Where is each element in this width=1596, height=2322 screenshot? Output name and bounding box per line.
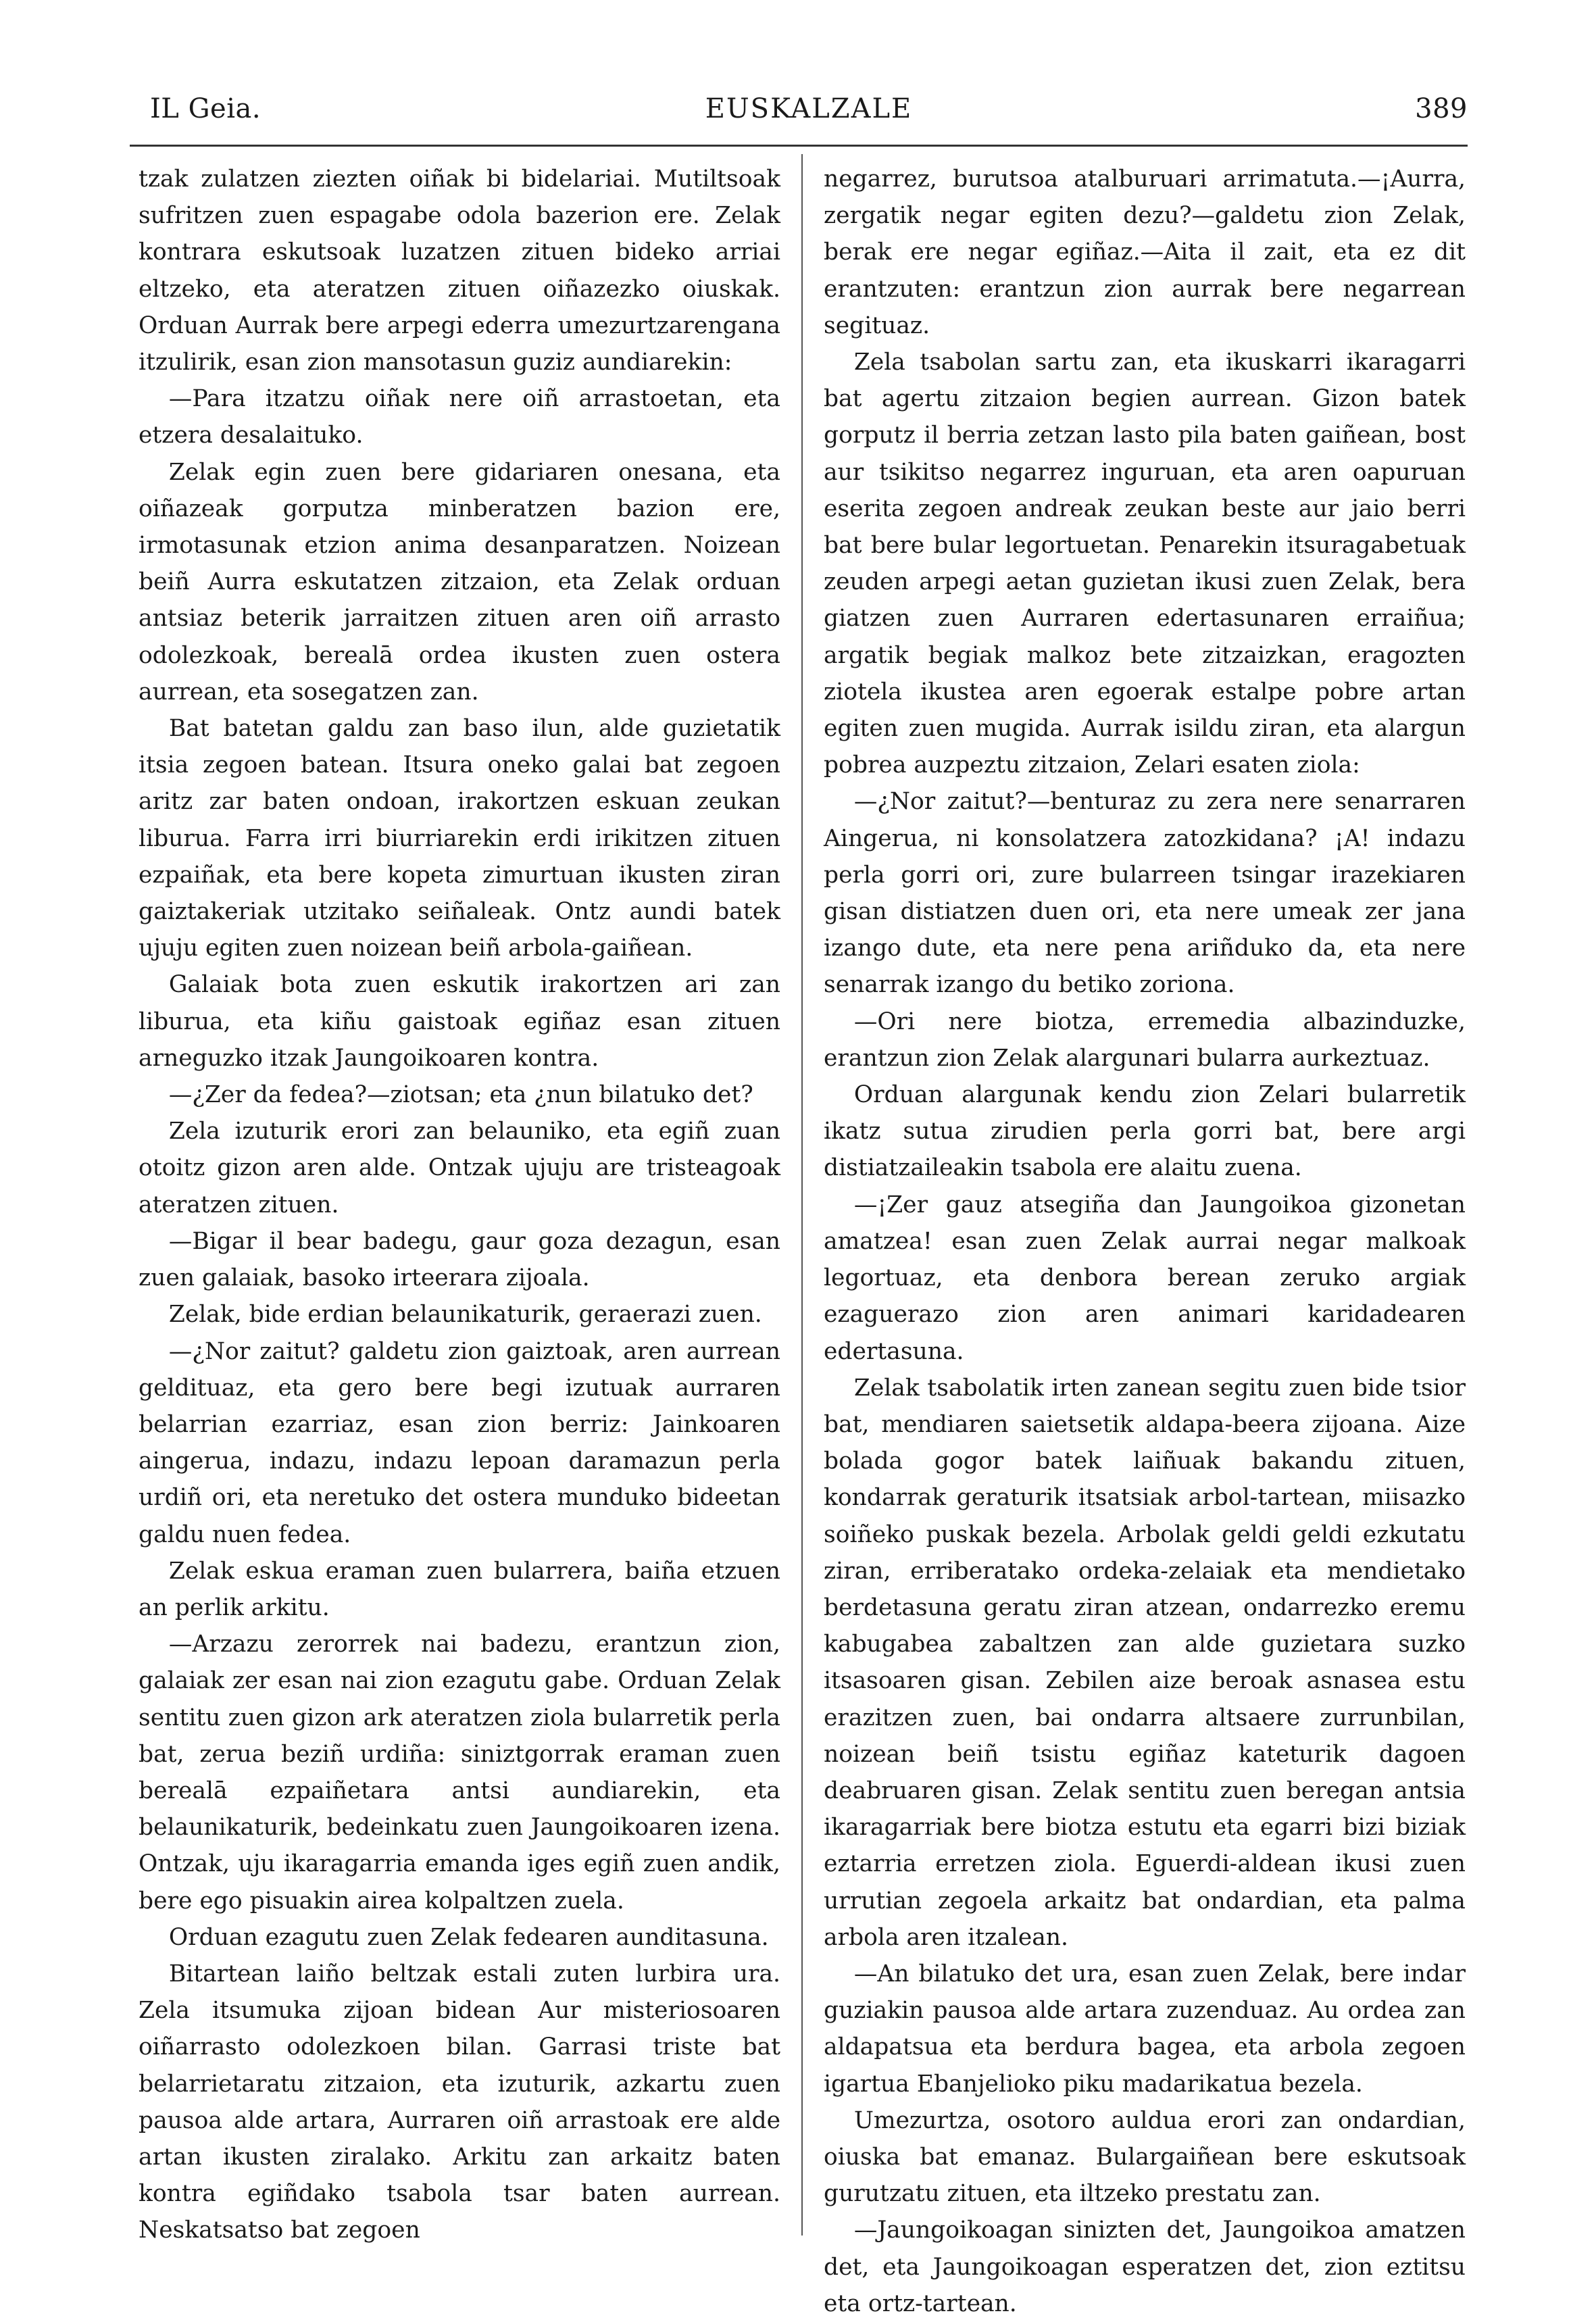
paragraph: Zelak, bide erdian belaunikaturik, geraerazi zuen.	[168, 1301, 762, 1329]
paragraph: —Bigar il bear badegu, gaur goza dezagun, esan zuen galaiak, basoko irteerara zijoala.	[139, 1227, 780, 1292]
paragraph: Bitartean laiño beltzak estali zuten lurbira ura. Zela itsumuka zijoan bidean Aur misteriosoaren oiñarrasto odolezkoen bilan. Garrasi triste bat belarrietaratu zitzaion, eta izuturik, azkartu zuen pausoa alde artara, Aurraren oiñ arrastoak ere alde artan ikusten ziralako. Arkitu zan arkaitz baten kontra egiñdako tsabola tsar baten aurrean. Neskatsatso bat zegoen	[139, 1960, 780, 2244]
paragraph: Zelak egin zuen bere gidariaren onesana, eta oiñazeak gorputza minberatzen bazion ere, irmotasunak etzion anima desanparatzen. Noizean beiñ Aurra eskutatzen zitzaion, eta Zelak orduan antsiaz beterik jarraitzen zituen aren oiñ arrasto odolezkoak, berealā ordea ikusten zuen ostera aurrean, eta sosegatzen zan.	[139, 458, 780, 706]
paragraph: Orduan alargunak kendu zion Zelari bularretik ikatz sutua zirudien perla gorri bat, bere argi distiatzaileakin tsabola ere alaitu zuena.	[824, 1081, 1466, 1182]
paragraph: Orduan ezagutu zuen Zelak fedearen aunditasuna.	[168, 1923, 769, 1951]
left-column	[139, 161, 780, 2263]
paragraph: —¿Zer da fedea?—ziotsan; eta ¿nun bilatuko det?	[168, 1081, 753, 1109]
paragraph: —¿Nor zaitut? galdetu zion gaiztoak, aren aurrean geldituaz, eta gero bere begi izutuak aurraren belarrian ezarriaz, esan zion berriz: Jainkoaren aingerua, indazu, indazu lepoan daramazun perla urdiñ ori, eta neretuko det ostera munduko bideetan galdu nuen fedea.	[139, 1337, 780, 1548]
paragraph: tzak zulatzen ziezten oiñak bi bidelariai. Mutiltsoak sufritzen zuen espagabe odola bazerion ere. Zelak kontrara eskutsoak luzatzen zituen bideko arriai eltzeko, eta ateratzen zituen oiñazezko oiuskak. Orduan Aurrak bere arpegi ederra umezurtzarengana itzulirik, esan zion mansotasun guziz aundiarekin:	[139, 166, 780, 376]
paragraph: —¡Zer gauz atsegiña dan Jaungoikoa gizonetan amatzea! esan zuen Zelak aurrai negar malkoak legortuaz, eta denbora berean zeruko argiak ezaguerazo zion aren animari karidadearen edertasuna.	[824, 1191, 1466, 1365]
paragraph: —Arzazu zerorrek nai badezu, erantzun zion, galaiak zer esan nai zion ezagutu gabe. Orduan Zelak sentitu zuen gizon ark ateratzen ziola bularretik perla bat, zerua beziñ urdiña: siniztgorrak eraman zuen berealā ezpaiñetara antsi aundiarekin, eta belaunikaturik, bedeinkatu zuen Jaungoikoaren izena. Ontzak, uju ikaragarria emanda iges egiñ zuen andik, bere ego pisuakin airea kolpaltzen zuela.	[139, 1631, 780, 1915]
paragraph: —Ori nere biotza, erremedia albazinduzke, erantzun zion Zelak alargunari bularra aurkeztuaz.	[824, 1008, 1466, 1072]
paragraph: Zelak tsabolatik irten zanean segitu zuen bide tsior bat, mendiaren saietsetik aldapa-beera zijoana. Aize bolada gogor batek laiñuak bakandu zituen, kondarrak geraturik itsatsiak arbol-tartean, miisazko soiñeko puskak bezela. Arbolak geldi geldi ezkutatu ziran, erriberatako ordeka-zelaiak eta mendietako berdetasuna geratu ziran atzean, ondarrezko eremu kabugabea zabaltzen zan alde guzietara suzko itsasoaren gisan. Zebilen aize beroak asnasea estu erazitzen zuen, bai ondarra altsaere zurrunbilan, noizean beiñ tsistu egiñaz kateturik dagoen deabruaren gisan. Zelak sentitu zuen beregan antsia ikaragarriak bere biotza estutu eta egarri bizi biziak eztarria erretzen ziola. Eguerdi-aldean ikusi zuen urrutian zegoela arkaitz bat ondardian, eta palma arbola aren itzalean.	[824, 1374, 1466, 1951]
paragraph: —¿Nor zaitut?—benturaz zu zera nere senarraren Aingerua, ni konsolatzera zatozkidana? ¡A! indazu perla gorri ori, zure bularreen tsingar irazekiaren gisan distiatzen duen ori, eta nere umeak zer jana izango dute, eta nere pena ariñduko da, eta nere senarrak izango du betiko zoriona.	[824, 788, 1466, 999]
header-rule	[130, 145, 1468, 147]
column-divider	[801, 154, 803, 2235]
paragraph: —Jaungoikoagan sinizten det, Jaungoikoa amatzen det, eta Jaungoikoagan esperatzen det, zion eztitsu eta ortz-tartean.	[824, 2217, 1466, 2317]
paragraph: Umezurtza, osotoro auldua erori zan ondardian, oiuska bat emanaz. Bulargaiñean bere eskutsoak gurutzatu zituen, eta iltzeko prestatu zan.	[824, 2106, 1466, 2208]
paragraph: Zelak eskua eraman zuen bularrera, baiña etzuen an perlik arkitu.	[139, 1557, 780, 1621]
paragraph: Zela tsabolan sartu zan, eta ikuskarri ikaragarri bat agertu zitzaion begien aurrean. Gizon batek gorputz il berria zetzan lasto pila baten gaiñean, bost aur tsikitso negarrez inguruan, eta aren oapuruan eserita zegoen andreak zeukan beste aur jaio berri bat bere bular legortuetan. Penarekin itsuragabetuak zeuden arpegi aetan guzietan ikusi zuen Zelak, bera giatzen zuen Aurraren edertasunaren erraiñua; argatik begiak malkoz bete zitzaizkan, eragozten ziotela ikustea aren egoerak estalpe pobre artan egiten zuen mugida. Aurrak isildu ziran, eta alargun pobrea auzpeztu zitzaion, Zelari esaten ziola:	[824, 349, 1466, 779]
header-page-number: 389	[1415, 93, 1468, 124]
paragraph: —Para itzatzu oiñak nere oiñ arrastoetan, eta etzera desalaituko.	[139, 385, 780, 449]
paragraph: Bat batetan galdu zan baso ilun, alde guzietatik itsia zegoen batean. Itsura oneko galai bat zegoen aritz zar baten ondoan, irakortzen eskuan zeukan liburua. Farra irri biurriarekin erdi irikitzen zituen ezpaiñak, eta bere kopeta zimurtuan ikusten ziran gaiztakeriak utzitako seiñaleak. Ontz aundi batek ujuju egiten zuen noizean beiñ arbola-gaiñean.	[139, 715, 780, 962]
paragraph: —An bilatuko det ura, esan zuen Zelak, bere indar guziakin pausoa alde artara zuzenduaz. Au ordea zan aldapatsua eta berdura bagea, eta arbola zegoen igartua Ebanjelioko piku madarikatua bezela.	[824, 1960, 1466, 2098]
paragraph: negarrez, burutsoa atalburuari arrimatuta.—¡Aurra, zergatik negar egiten dezu?—galdetu zion Zelak, berak ere negar egiñaz.—Aita il zait, eta ez dit erantzuten: erantzun zion aurrak bere negarrean segituaz.	[824, 166, 1466, 339]
paragraph: Galaiak bota zuen eskutik irakortzen ari zan liburua, eta kiñu gaistoak egiñaz esan zituen arneguzko itzak Jaungoikoaren kontra.	[139, 971, 780, 1072]
paragraph: Zela izuturik erori zan belauniko, eta egiñ zuan otoitz gizon aren alde. Ontzak ujuju are tristeagoak ateratzen zituen.	[139, 1118, 780, 1218]
header-issue-label: IL Geia.	[150, 93, 261, 124]
right-column	[824, 161, 1466, 2317]
header-journal-title: EUSKALZALE	[705, 93, 913, 124]
running-header	[150, 87, 1468, 130]
